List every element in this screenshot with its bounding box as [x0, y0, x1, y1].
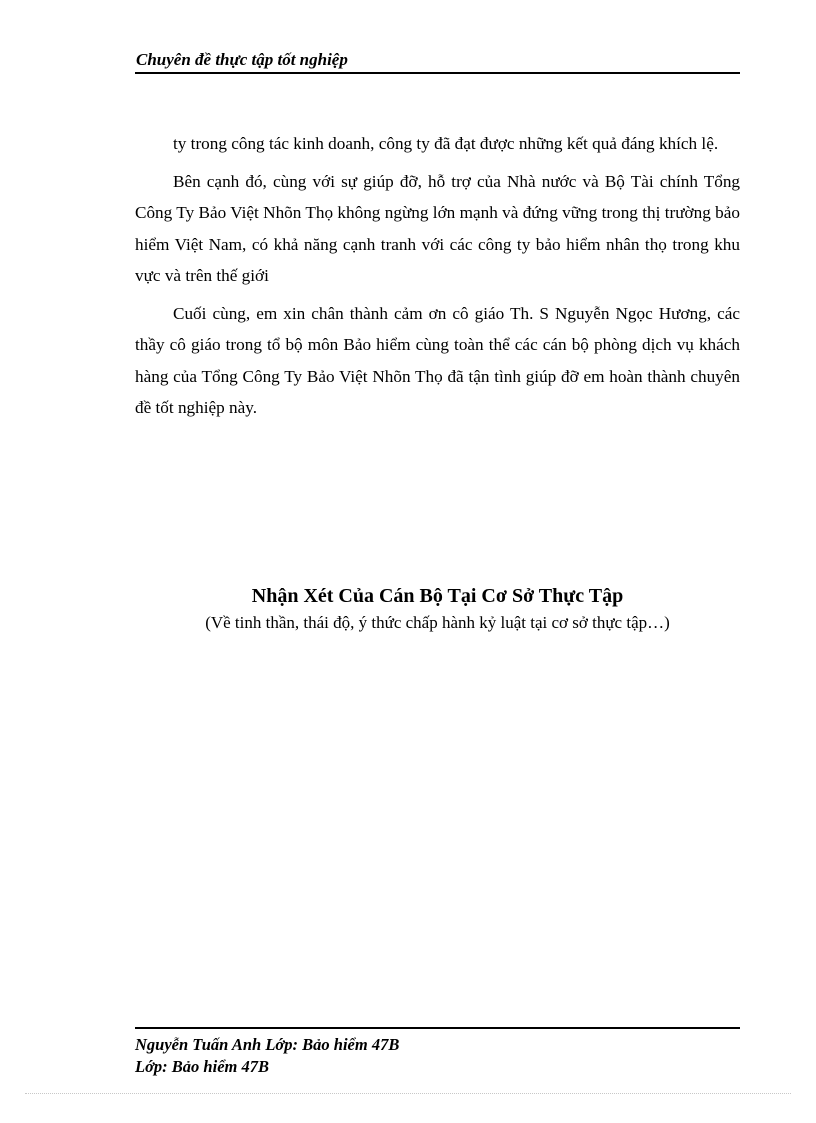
- section-title: Nhận Xét Của Cán Bộ Tại Cơ Sở Thực Tập: [251, 585, 624, 607]
- paragraph-2: Bên cạnh đó, cùng với sự giúp đỡ, hỗ trợ của Nhà nước và Bộ Tài chính Tổng Công Ty Bảo Việt Nhõn Thọ không ngừng lớn mạnh và đứng vững trong thị trường bảo hiểm Việt Nam, có khả năng cạnh tranh với các công ty bảo hiểm nhân thọ trong khu vực và trên thế giới: [135, 171, 740, 285]
- header-title: Chuyên đề thực tập tốt nghiệp: [136, 50, 348, 69]
- body-text: [135, 128, 740, 430]
- paragraph-1: ty trong công tác kinh doanh, công ty đã đạt được những kết quả đáng khích lệ.: [173, 134, 719, 153]
- paragraph-3: Cuối cùng, em xin chân thành cảm ơn cô giáo Th. S Nguyễn Ngọc Hương, các thầy cô giáo trong tổ bộ môn Bảo hiểm cùng toàn thể các cán bộ phòng dịch vụ khách hàng của Tổng Công Ty Bảo Việt Nhõn Thọ đã tận tình giúp đỡ em hoàn thành chuyên đề tốt nghiệp này.: [135, 303, 740, 417]
- evaluation-section: [135, 582, 740, 636]
- page-bottom-divider: [25, 1093, 791, 1094]
- footer-author-line: Nguyễn Tuấn Anh Lớp: Bảo hiểm 47B: [135, 1035, 400, 1054]
- page-header: [135, 50, 740, 74]
- footer-class-line: Lớp: Bảo hiểm 47B: [135, 1057, 269, 1076]
- page-footer: [135, 1027, 740, 1078]
- section-subtitle: (Về tinh thần, thái độ, ý thức chấp hành kỷ luật tại cơ sở thực tập…): [205, 613, 670, 632]
